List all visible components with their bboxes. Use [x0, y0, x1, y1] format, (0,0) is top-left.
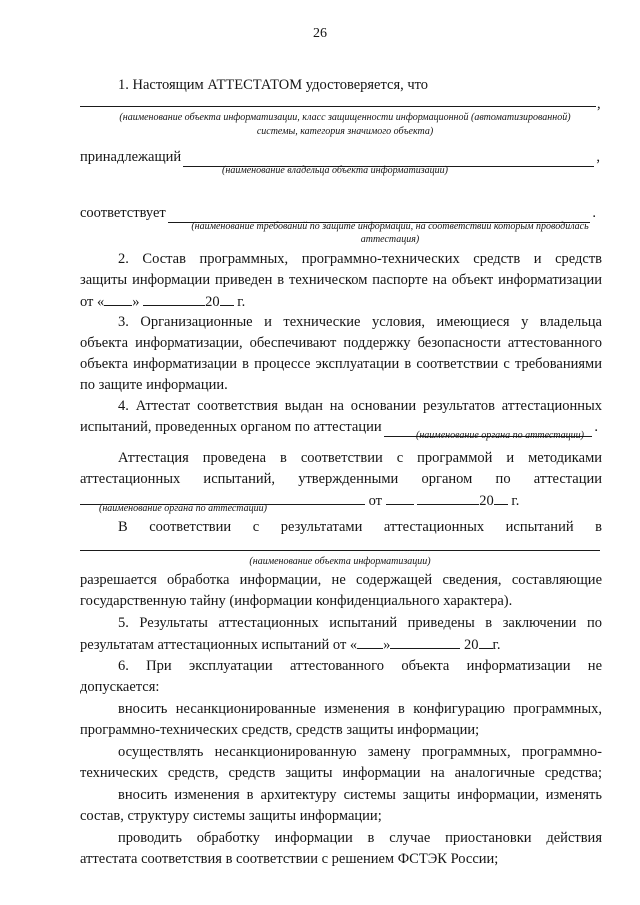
- item1-heading: 1. Настоящим АТТЕСТАТОМ удостоверяется, что: [118, 77, 429, 93]
- bullet3-line1: вносить изменения в архитектуру системы защиты информации, изменять: [118, 787, 602, 803]
- caption-body-2: (наименование органа по аттестации): [99, 503, 267, 514]
- conclusion-year-prefix: 20: [464, 637, 479, 653]
- caption-owner: (наименование владельца объекта информатизации): [222, 165, 448, 176]
- att-day-field: [386, 490, 414, 505]
- results-line1: В соответствии с результатами аттестационных испытаний в: [118, 519, 602, 535]
- item6-line2: допускается:: [80, 679, 160, 695]
- att-year-field: [494, 490, 508, 505]
- caption-object: (наименование объекта информатизации): [249, 556, 431, 567]
- item2-line2: защиты информации приведен в техническом паспорте на объект информатизации: [80, 272, 602, 288]
- bullet2-line2: технических средств, средств защиты информации на аналогичные средства;: [80, 765, 602, 781]
- item6-line1: 6. При эксплуатации аттестованного объекта информатизации не: [118, 658, 602, 674]
- attestation-line2: аттестационных испытаний, утвержденными органом по аттестации: [80, 471, 602, 487]
- year-suffix: г.: [237, 294, 246, 310]
- item4-line1: 4. Аттестат соответствия выдан на основании результатов аттестационных: [118, 398, 602, 414]
- att-year-suffix: г.: [511, 493, 520, 509]
- month-field: [143, 291, 205, 306]
- results-line3: государственную тайну (информации конфиденциального характера).: [80, 593, 513, 609]
- conclusion-month-field: [390, 634, 460, 649]
- item5-line2-prefix: результатам аттестационных испытаний от «: [80, 637, 358, 653]
- item5-line1: 5. Результаты аттестационных испытаний приведены в заключении по: [118, 615, 602, 631]
- caption-requirements-2: аттестация): [360, 234, 420, 245]
- attestation-line1: Аттестация проведена в соответствии с программой и методиками: [118, 450, 602, 466]
- item4-line2-text: испытаний, проведенных органом по аттестации: [80, 419, 382, 435]
- conclusion-day-field: [357, 634, 383, 649]
- bullet1-line2: программно-технических средств, средств защиты информации;: [80, 722, 480, 738]
- conclusion-year-suffix: г.: [492, 637, 501, 653]
- item3-line4: по защите информации.: [80, 377, 228, 393]
- conclusion-year-field: [479, 634, 493, 649]
- bullet1-line1: вносить несанкционированные изменения в конфигурацию программных,: [118, 701, 602, 717]
- object-name-field-line: [80, 106, 596, 107]
- year-field: [220, 291, 234, 306]
- day-field: [104, 291, 132, 306]
- object-name-field-line-2: [80, 550, 600, 551]
- bullet4-line1: проводить обработку информации в случае приостановки действия: [118, 830, 602, 846]
- year-prefix: 20: [205, 294, 220, 310]
- item3-line2: объекта информатизации, обеспечивают поддержку безопасности аттестованного: [80, 335, 602, 351]
- att-month-field: [417, 490, 479, 505]
- caption-body-1: (наименование органа по аттестации): [416, 430, 584, 441]
- item5-line2: [80, 634, 602, 654]
- period-mark: .: [594, 419, 598, 435]
- bullet4-line2: аттестата соответствия в соответствии с решением ФСТЭК России;: [80, 851, 499, 867]
- caption-requirements-1: (наименование требований по защите информации, на соответствии которым проводилась: [191, 221, 589, 232]
- quote-close: »: [132, 294, 140, 310]
- caption-object-name-2: системы, категория значимого объекта): [256, 126, 434, 137]
- bullet3-line2: состав, структуру системы защиты информации;: [80, 808, 382, 824]
- quote-close: »: [383, 637, 391, 653]
- comma-mark: ,: [597, 96, 601, 112]
- belongs-label: принадлежащий: [80, 149, 182, 165]
- item3-line3: объекта информатизации в процессе эксплуатации в соответствии с требованиями: [80, 356, 602, 372]
- period-mark: .: [592, 205, 596, 221]
- item2-date-line: [80, 291, 602, 311]
- caption-object-name-1: (наименование объекта информатизации, класс защищенности информационной (автоматизированной): [119, 112, 571, 123]
- page-number: 26: [313, 26, 327, 41]
- comma-mark: ,: [596, 149, 600, 165]
- att-year-prefix: 20: [479, 493, 494, 509]
- item3-line1: 3. Организационные и технические условия, имеющиеся у владельца: [118, 314, 602, 330]
- bullet2-line1: осуществлять несанкционированную замену программных, программно-: [118, 744, 602, 760]
- date-from-label: от «: [80, 294, 105, 310]
- results-line2: разрешается обработка информации, не содержащей сведения, составляющие: [80, 572, 602, 588]
- item2-line1: 2. Состав программных, программно-технических средств и средств: [118, 251, 602, 267]
- att-date-from: от: [368, 493, 383, 509]
- conforms-label: соответствует: [80, 205, 166, 221]
